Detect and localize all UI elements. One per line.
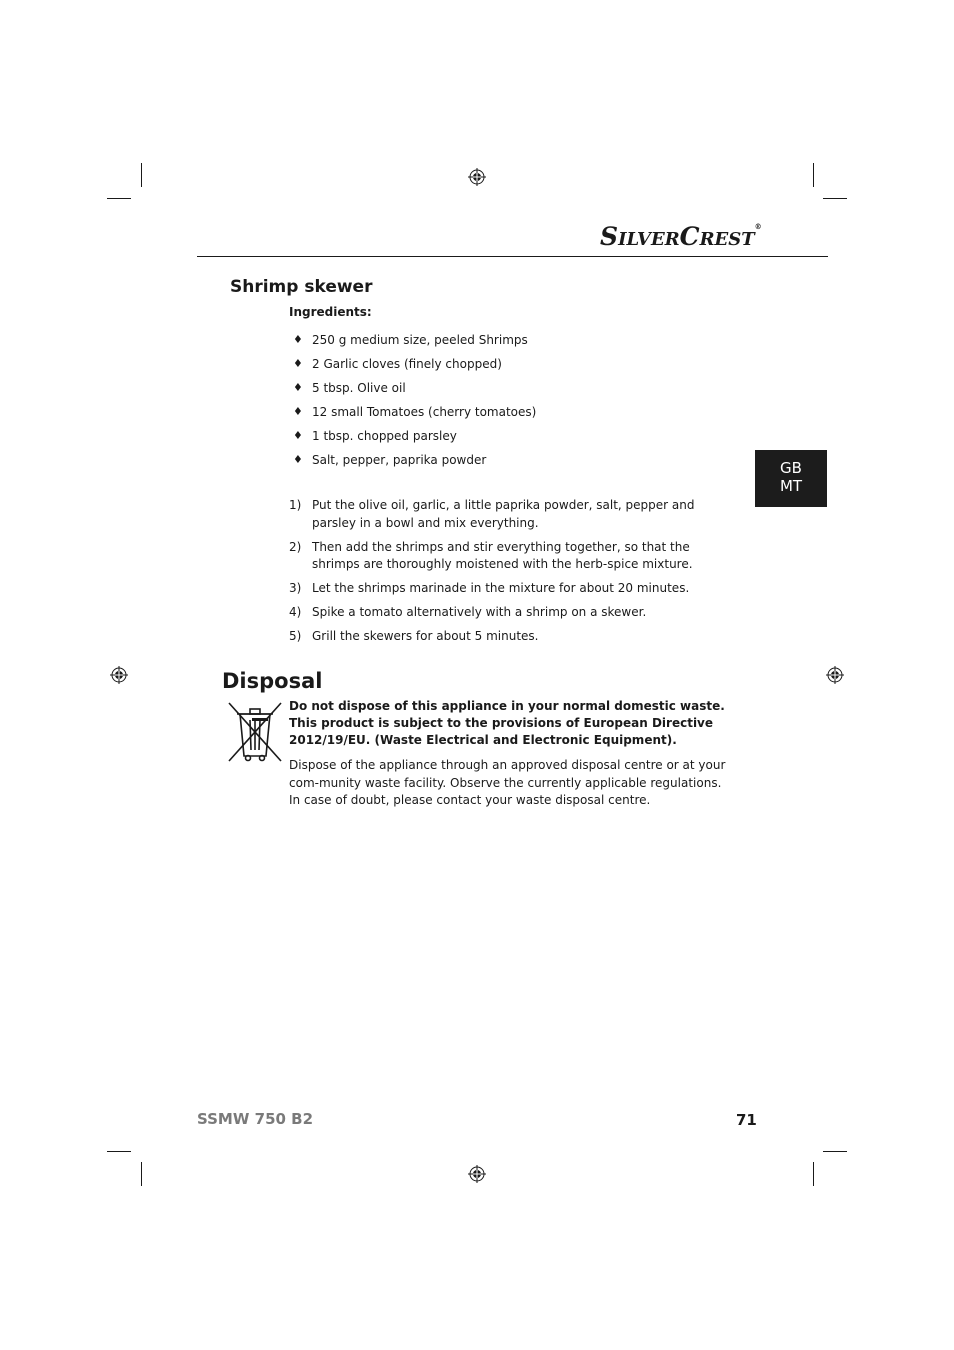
ingredient-text: Salt, pepper, paprika powder xyxy=(312,453,487,467)
step-number: 2) xyxy=(289,539,302,554)
logo-letter: ILVER xyxy=(618,229,680,250)
ingredient-text: 1 tbsp. chopped parsley xyxy=(312,429,457,443)
disposal-title: Disposal xyxy=(222,669,323,693)
step-number: 4) xyxy=(289,605,302,619)
disposal-warning: Do not dispose of this appliance in your normal domestic waste. This product is subject to the provisions of European Directive 2012/19/EU. (Waste Electrical and Electronic Equipment). xyxy=(289,699,725,747)
diamond-bullet-icon: ♦ xyxy=(293,381,303,394)
step-item xyxy=(289,628,729,646)
diamond-bullet-icon: ♦ xyxy=(293,429,303,442)
step-text: Grill the skewers for about 5 minutes. xyxy=(312,629,539,643)
registration-mark-icon xyxy=(826,666,844,684)
crop-mark xyxy=(141,1162,142,1186)
language-tab xyxy=(755,450,827,507)
step-text: Then add the shrimps and stir everything together, so that the shrimps are thoroughly moistened with the herb-spice mixture. xyxy=(312,539,693,571)
step-item xyxy=(289,604,729,622)
crop-mark xyxy=(823,1151,847,1152)
ingredient-text: 12 small Tomatoes (cherry tomatoes) xyxy=(312,405,537,419)
crop-mark xyxy=(107,1151,131,1152)
step-item xyxy=(289,539,729,574)
registration-mark-icon xyxy=(110,666,128,684)
language-code: MT xyxy=(779,477,803,495)
registration-mark-icon xyxy=(468,1165,486,1183)
logo-letter: REST xyxy=(699,229,755,250)
ingredient-text: 2 Garlic cloves (finely chopped) xyxy=(312,357,502,371)
ingredient-text: 5 tbsp. Olive oil xyxy=(312,381,406,395)
language-code: GB xyxy=(780,459,802,477)
logo-letter: S xyxy=(600,222,619,251)
crop-mark xyxy=(823,198,847,199)
crossed-out-bin-icon xyxy=(226,700,284,764)
step-list xyxy=(289,497,729,652)
recipe-title: Shrimp skewer xyxy=(230,277,373,297)
registered-mark: ® xyxy=(754,222,762,231)
step-number: 1) xyxy=(289,498,302,512)
ingredients-label: Ingredients: xyxy=(289,305,372,319)
step-number: 5) xyxy=(289,629,302,643)
model-number: SSMW 750 B2 xyxy=(197,1110,314,1128)
registration-mark-icon xyxy=(468,168,486,186)
page-number: 71 xyxy=(736,1111,757,1129)
crop-mark xyxy=(107,198,131,199)
step-text: Spike a tomato alternatively with a shrimp on a skewer. xyxy=(312,605,647,619)
disposal-instructions: Dispose of the appliance through an approved disposal centre or at your com-munity waste facility. Observe the currently applicable regulations. In case of doubt, please contact your waste disposal centre. xyxy=(289,758,726,807)
diamond-bullet-icon: ♦ xyxy=(293,357,303,370)
step-item xyxy=(289,497,729,532)
diamond-bullet-icon: ♦ xyxy=(293,333,303,346)
ingredient-text: 250 g medium size, peeled Shrimps xyxy=(312,333,528,347)
step-item xyxy=(289,580,729,598)
logo-letter: C xyxy=(679,222,700,251)
crop-mark xyxy=(813,1162,814,1186)
step-text: Let the shrimps marinade in the mixture for about 20 minutes. xyxy=(312,581,690,595)
diamond-bullet-icon: ♦ xyxy=(293,405,303,418)
diamond-bullet-icon: ♦ xyxy=(293,453,303,466)
step-number: 3) xyxy=(289,581,302,595)
silvercrest-logo xyxy=(600,222,762,252)
step-text: Put the olive oil, garlic, a little paprika powder, salt, pepper and parsley in a bowl and mix everything. xyxy=(312,498,695,530)
header-divider xyxy=(197,256,828,257)
crop-mark xyxy=(813,163,814,187)
crop-mark xyxy=(141,163,142,187)
